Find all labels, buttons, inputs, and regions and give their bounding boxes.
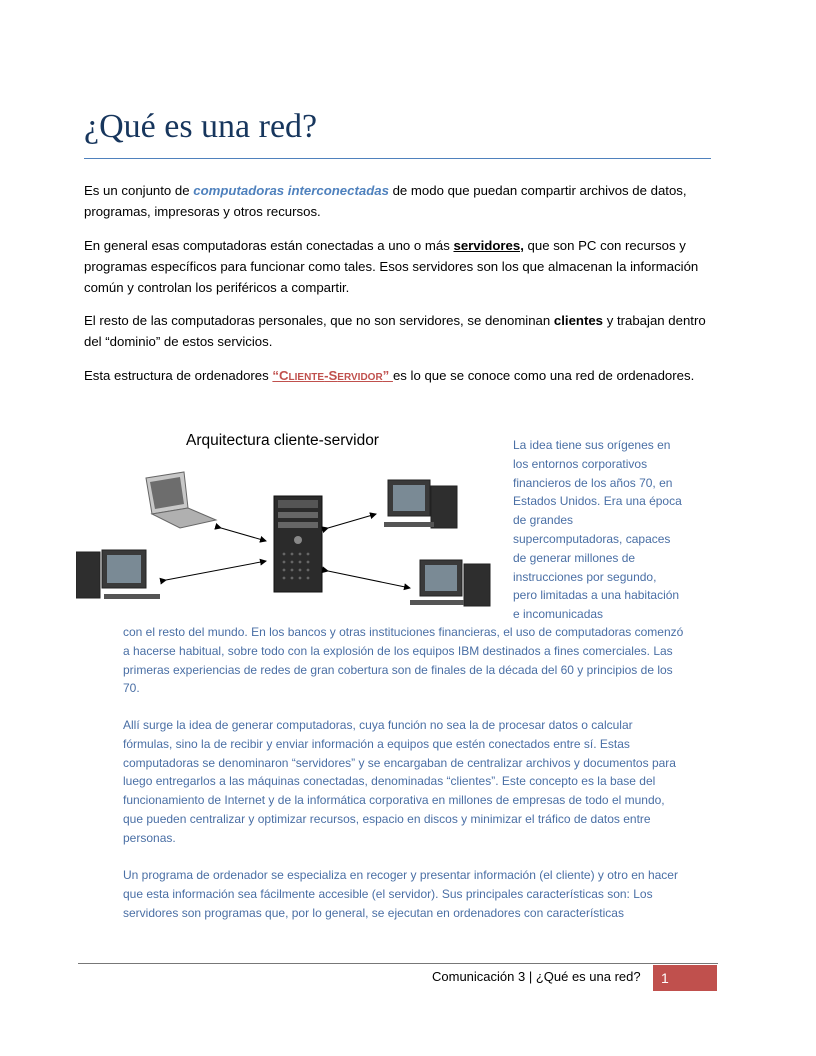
- workstation-bottom-left-icon: [76, 550, 160, 599]
- link-cliente-servidor[interactable]: “CLIENTE-SERVIDOR”: [272, 368, 393, 383]
- server-icon: [274, 496, 322, 592]
- laptop-icon: [146, 472, 216, 528]
- body-paragraph-1: con el resto del mundo. En los bancos y otras instituciones financieras, el uso de computadoras comenzó a hacerse habitual, sobre todo con la explosión de los equipos IBM destinados a fines comerciales. Las primeras experiencias de redes de gran cobertura son de finales de la década del 60 y principios de los 70.: [123, 625, 684, 696]
- footer-rule: [78, 963, 718, 964]
- diagram-title: Arquitectura cliente-servidor: [186, 432, 379, 449]
- page-number-box: [653, 965, 717, 991]
- diagram-graphic: [76, 428, 506, 608]
- architecture-diagram: [76, 428, 506, 608]
- highlight-computadoras: computadoras interconectadas: [193, 183, 389, 198]
- paragraph-servidores: En general esas computadoras están conectadas a uno o más servidores, que son PC con recursos y programas específicos para funcionar como tales. Esos servidores son los que almacenan la información común y controlan los periféricos a compartir.: [84, 238, 699, 295]
- bold-clientes: clientes: [553, 313, 604, 328]
- paragraph-clientes: El resto de las computadoras personales, que no son servidores, se denominan clientes y trabajan dentro del “dominio” de estos servicios.: [84, 313, 706, 349]
- link-servidores[interactable]: servidores,: [453, 238, 524, 253]
- side-paragraph: La idea tiene sus orígenes en los entornos corporativos financieros de los años 70, en Estados Unidos. Era una época de grandes supercomputadoras, capaces de generar millones de instrucciones por segundo, pero limitadas a una habitación e incomunicadas: [513, 438, 682, 622]
- title-underline: [84, 158, 711, 159]
- footer-text: Comunicación 3 | ¿Qué es una red?: [432, 969, 641, 984]
- paragraph-cliente-servidor: Esta estructura de ordenadores “CLIENTE-SERVIDOR” es lo que se conoce como una red de ordenadores.: [84, 368, 695, 383]
- paragraph-definition: Es un conjunto de computadoras interconectadas de modo que puedan compartir archivos de datos, programas, impresoras y otros recursos.: [84, 183, 687, 219]
- body-paragraph-3: Un programa de ordenador se especializa en recoger y presentar información (el cliente) y otro en hacer que esta información sea fácilmente accesible (el servidor). Sus principales características son: Los servidores son programas que, por lo general, se ejecutan en ordenadores con características: [123, 868, 678, 920]
- page-number: 1: [661, 970, 669, 986]
- page-title: ¿Qué es una red?: [84, 108, 318, 145]
- workstation-top-right-icon: [384, 480, 457, 528]
- workstation-bottom-right-icon: [410, 560, 490, 606]
- body-paragraph-2: Allí surge la idea de generar computadoras, cuya función no sea la de procesar datos o calcular fórmulas, sino la de recibir y enviar información a equipos que estén conectados entre sí. Estas computadoras se denominaron “servidores” y se encargaban de centralizar archivos y documentos para luego entregarlos a las máquinas conectadas, denominadas “clientes”. Este concepto es la base del funcionamiento de Internet y de la informática corporativa en millones de empresas de todo el mundo, que pueden centralizar y optimizar recursos, espacio en discos y minimizar el tráfico de datos entre personas.: [123, 718, 676, 845]
